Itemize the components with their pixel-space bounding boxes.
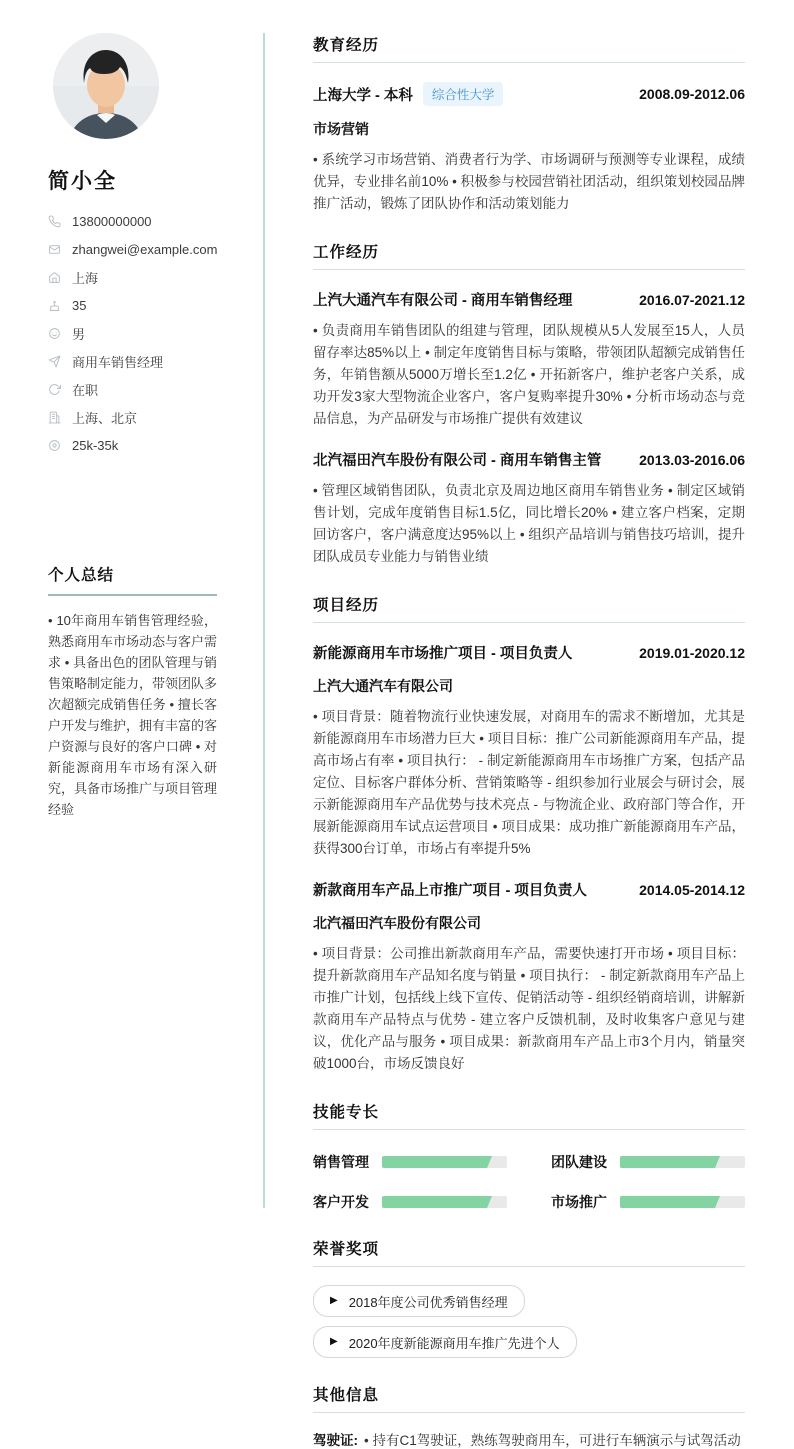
work-entry [313,449,745,568]
contact-age [48,291,217,319]
work-section [313,240,745,568]
project-period: 2014.05-2014.12 [639,881,745,898]
contact-cities-value: 上海、北京 [72,410,138,426]
skills-grid [313,1152,745,1212]
contact-list [48,207,217,459]
project-description: • 项目背景：随着物流行业快速发展，对商用车的需求不断增加，尤其是新能源商用车市场潜力巨大 • 项目目标：推广公司新能源商用车产品，提高市场占有率 • 项目执行： - 制定新能源商用车市场推广方案，包括产品定位、目标客户群体分析、营销策略等 - 组织参加行业展会与研讨会，展示新能源商用车产品优势与技术亮点 - 与物流企业、政府部门等合作，开展新能源商用车试点运营项目 • 项目成果：成功推广新能源商用车产品，获得300台订单，市场占有率提升5% [313,709,745,856]
refresh-icon [48,383,61,396]
project-period: 2019.01-2020.12 [639,644,745,661]
skill-item [551,1152,745,1172]
education-major: 市场营销 [313,121,369,137]
university-type-badge: 综合性大学 [423,82,504,106]
skill-bar [620,1196,745,1208]
education-period: 2008.09-2012.06 [639,86,745,102]
skill-label: 销售管理 [313,1154,369,1170]
personal-summary-text: • 10年商用车销售管理经验，熟悉商用车市场动态与客户需求 • 具备出色的团队管理与销售策略制定能力，带领团队多次超额完成销售任务 • 擅长客户开发与维护，拥有丰富的客户资源与良好的客户口碑 • 对新能源商用车市场有深入研究，具备市场推广与项目管理经验 [48,613,218,817]
skill-bar-fill [382,1156,492,1168]
profile-photo [53,33,159,139]
personal-summary-section [48,563,217,820]
education-school-degree: 上海大学 - 本科 [313,87,413,104]
work-entry [313,289,745,430]
honors-title: 荣誉奖项 [313,1237,745,1267]
phone-icon [48,215,61,228]
main-column [265,0,794,1448]
paper-plane-icon [48,355,61,368]
honors-list [313,1285,745,1358]
contact-job-title-value: 商用车销售经理 [72,354,164,370]
work-description: • 负责商用车销售团队的组建与管理，团队规模从5人发展至15人，人员留存率达85%以上 • 制定年度销售目标与策略，带领团队超额完成销售任务，年销售额从5000万增长至1.2亿 • 开拓新客户，维护老客户关系，成功开发3家大型物流企业客户，客户复购率提升30% • 分析市场动态与竞品信息，为产品研发与市场推广提供有效建议 [313,323,745,426]
honor-text: 2020年度新能源商用车推广先进个人 [348,1335,560,1351]
honors-section [313,1237,745,1358]
project-entry [313,642,745,860]
mail-icon [48,243,61,256]
skill-item [551,1192,745,1212]
work-company-role: 上汽大通汽车有限公司 - 商用车销售经理 [313,293,573,309]
home-icon [48,271,61,284]
honor-text: 2018年度公司优秀销售经理 [348,1294,508,1310]
driver-license-label: 驾驶证: [313,1433,358,1448]
sidebar [0,0,265,1208]
projects-section [313,593,745,1075]
education-description: • 系统学习市场营销、消费者行为学、市场调研与预测等专业课程，成绩优异，专业排名前10% • 积极参与校园营销社团活动，组织策划校园品牌推广活动，锻炼了团队协作和活动策划能力 [313,152,745,211]
contact-email-value: zhangwei@example.com [72,241,218,257]
project-name-role: 新能源商用车市场推广项目 - 项目负责人 [313,646,573,662]
skills-title: 技能专长 [313,1100,745,1130]
play-icon: ▶ [330,1295,338,1306]
other-info-title: 其他信息 [313,1383,745,1413]
contact-salary-value: 25k-35k [72,437,119,453]
work-description: • 管理区域销售团队，负责北京及周边地区商用车销售业务 • 制定区域销售计划，完成年度销售目标1.5亿，同比增长20% • 建立客户档案，定期回访客户，客户满意度达95%以上 • 组织产品培训与销售技巧培训，提升团队成员专业能力与销售业绩 [313,483,745,564]
contact-cities [48,403,217,431]
contact-job-status-value: 在职 [72,382,99,398]
project-description: • 项目背景：公司推出新款商用车产品，需要快速打开市场 • 项目目标：提升新款商用车产品知名度与销量 • 项目执行： - 制定新款商用车产品上市推广计划，包括线上线下宣传、促销活动等 - 组织经销商培训，讲解新款商用车产品特点与优势 - 建立客户反馈机制，及时收集客户意见与建议，优化产品与服务 • 项目成果：新款商用车产品上市3个月内，销量突破1000台，市场反馈良好 [313,946,745,1071]
skill-item [313,1192,507,1212]
project-entry [313,879,745,1075]
projects-title: 项目经历 [313,593,745,623]
play-icon: ▶ [330,1336,338,1347]
personal-summary-title: 个人总结 [48,563,217,596]
project-company: 北汽福田汽车股份有限公司 [313,915,481,931]
honor-chip [313,1285,525,1317]
other-info-section [313,1383,745,1449]
skill-bar-fill [620,1196,720,1208]
sidebar-divider [263,33,265,1208]
contact-location-value: 上海 [72,270,99,286]
contact-job-title [48,347,217,375]
building-icon [48,411,61,424]
skill-bar-fill [382,1196,492,1208]
contact-age-value: 35 [72,297,87,313]
profile-photo-illustration [53,33,159,139]
skills-section [313,1100,745,1212]
education-section [313,33,745,215]
skill-label: 客户开发 [313,1194,369,1210]
target-icon [48,439,61,452]
project-company: 上汽大通汽车有限公司 [313,678,453,694]
contact-phone [48,207,217,235]
skill-label: 市场推广 [551,1194,607,1210]
contact-location [48,263,217,291]
skill-item [313,1152,507,1172]
work-period: 2016.07-2021.12 [639,291,745,308]
skill-bar-fill [620,1156,720,1168]
work-company-role: 北汽福田汽车股份有限公司 - 商用车销售主管 [313,453,602,469]
cake-icon [48,299,61,312]
project-name-role: 新款商用车产品上市推广项目 - 项目负责人 [313,883,587,899]
honor-chip [313,1326,577,1358]
work-period: 2013.03-2016.06 [639,451,745,468]
skill-label: 团队建设 [551,1154,607,1170]
skill-bar [620,1156,745,1168]
work-title: 工作经历 [313,240,745,270]
education-title: 教育经历 [313,33,745,63]
contact-gender [48,319,217,347]
driver-license-text: • 持有C1驾驶证，熟练驾驶商用车，可进行车辆演示与试驾活动 [364,1433,741,1448]
contact-phone-value: 13800000000 [72,213,152,229]
skill-bar [382,1196,507,1208]
contact-salary [48,431,217,459]
contact-job-status [48,375,217,403]
skill-bar [382,1156,507,1168]
contact-email [48,235,217,263]
contact-gender-value: 男 [72,326,86,342]
other-info-line [313,1429,745,1449]
education-entry [313,82,745,215]
face-icon [48,327,61,340]
candidate-name: 简小全 [48,170,117,193]
